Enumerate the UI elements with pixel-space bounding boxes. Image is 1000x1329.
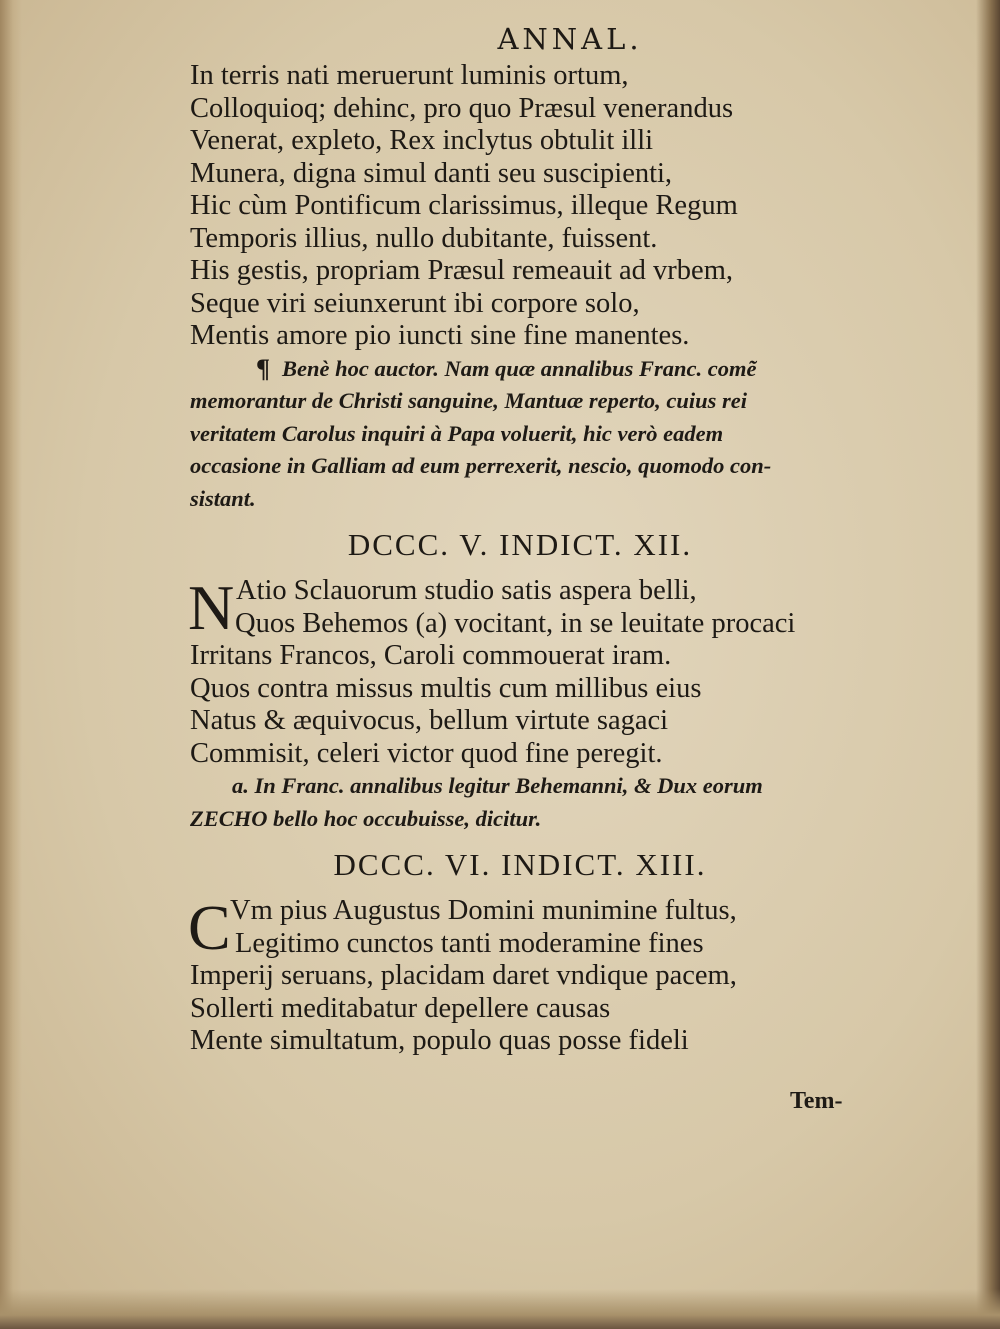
verse-line: Irritans Francos, Caroli commouerat iram. (190, 640, 672, 671)
note-line (190, 353, 880, 386)
verse-line: Imperij seruans, placidam daret vndique pacem, (190, 960, 737, 991)
drop-capital: C (188, 892, 231, 963)
verse-line: Quos Behemos (a) vocitant, in se leuitate procaci (235, 607, 796, 639)
note-line: sistant. (190, 485, 256, 511)
verse-line: Sollerti meditabatur depellere causas (190, 992, 611, 1024)
note-line: ZECHO bello hoc occubuisse, dicitur. (190, 805, 542, 831)
verse-line: Seque viri seiunxerunt ibi corpore solo, (190, 287, 640, 319)
note-line: memorantur de Christi sanguine, Mantuæ reperto, cuius rei (190, 388, 747, 413)
page-edge-right (976, 0, 1000, 1329)
verse-line: Hic cùm Pontificum clarissimus, illeque Regum (190, 190, 738, 221)
verse-line: Legitimo cunctos tanti moderamine fines (235, 927, 704, 959)
verse-block-1 (190, 60, 880, 353)
verse-line: In terris nati meruerunt luminis ortum, (190, 60, 629, 91)
drop-capital: N (188, 572, 235, 643)
verse-block-2 (188, 572, 880, 770)
text-block (190, 18, 880, 1058)
verse-text: Vm pius Augustus Domini munimine fultus, (230, 895, 737, 926)
verse-line: Colloquioq; dehinc, pro quo Præsul venerandus (190, 92, 734, 124)
verse-text: Atio Sclauorum studio satis aspera belli, (236, 575, 697, 606)
page-edge-bottom (0, 1289, 1000, 1329)
section-heading-dccc-v: DCCC. V. INDICT. XII. (347, 527, 693, 562)
verse-line: Commisit, celeri victor quod fine peregit. (190, 737, 663, 769)
note-line: a. In Franc. annalibus legitur Behemanni, & Dux eorum (232, 773, 763, 798)
page-edge-left (0, 0, 22, 1329)
verse-line: Mentis amore pio iuncti sine fine manentes. (190, 320, 690, 351)
verse-line: Natus & æquivocus, bellum virtute sagaci (190, 705, 669, 736)
commentary-note-1 (190, 353, 880, 516)
running-header: ANNAL. (497, 22, 643, 56)
catchword: Tem- (790, 1088, 843, 1114)
pilcrow-icon: ¶ (256, 353, 271, 383)
note-line: veritatem Carolus inquiri à Papa voluerit, hic verò eadem (190, 420, 724, 446)
verse-line: Quos contra missus multis cum millibus eius (190, 672, 702, 704)
verse-block-3 (188, 892, 880, 1058)
verse-line: Munera, digna simul danti seu suscipienti, (190, 157, 673, 189)
commentary-note-2 (190, 770, 880, 835)
verse-line: Temporis illius, nullo dubitante, fuissent. (190, 222, 658, 254)
note-line: occasione in Galliam ad eum perrexerit, nescio, quomodo con- (190, 453, 772, 478)
verse-line: His gestis, propriam Præsul remeauit ad vrbem, (190, 255, 733, 286)
verse-line: Venerat, expleto, Rex inclytus obtulit illi (190, 125, 654, 156)
verse-line: Mente simultatum, populo quas posse fideli (190, 1025, 689, 1056)
section-heading-dccc-vi: DCCC. VI. INDICT. XIII. (333, 847, 707, 882)
note-text: Benè hoc auctor. Nam quæ annalibus Franc. comẽ (282, 355, 757, 381)
